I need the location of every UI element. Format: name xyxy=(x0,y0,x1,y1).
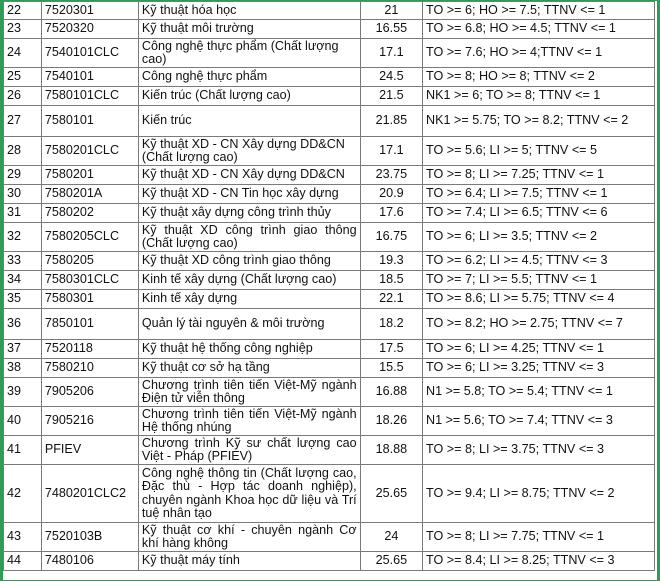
table-row xyxy=(4,309,655,340)
table-row xyxy=(4,185,655,204)
tiebreak-condition-cell: TO >= 8; LI >= 7.25; TTNV <= 1 xyxy=(422,166,654,185)
major-name-cell: Kiến trúc (Chất lượng cao) xyxy=(138,87,360,106)
table-row xyxy=(4,340,655,359)
row-number-cell: 27 xyxy=(4,106,42,137)
major-name-cell: Chương trình Kỹ sư chất lượng cao Việt - Pháp (PFIEV) xyxy=(138,436,360,465)
major-code-cell: 7520103B xyxy=(41,523,138,552)
table-row xyxy=(4,68,655,87)
row-number-cell: 30 xyxy=(4,185,42,204)
admission-score-cell: 16.88 xyxy=(360,378,422,407)
tiebreak-condition-cell: TO >= 8.4; LI >= 8.25; TTNV <= 3 xyxy=(422,552,654,571)
row-number-cell: 24 xyxy=(4,39,42,68)
table-row xyxy=(4,20,655,39)
major-code-cell: 7580201 xyxy=(41,166,138,185)
tiebreak-condition-cell: TO >= 6; LI >= 3.25; TTNV <= 3 xyxy=(422,359,654,378)
row-number-cell: 43 xyxy=(4,523,42,552)
admission-score-cell: 25.65 xyxy=(360,465,422,523)
major-name-cell: Kỹ thuật môi trường xyxy=(138,20,360,39)
table-row xyxy=(4,137,655,166)
admission-score-cell: 17.6 xyxy=(360,204,422,223)
major-name-cell: Quản lý tài nguyên & môi trường xyxy=(138,309,360,340)
row-number-cell: 35 xyxy=(4,290,42,309)
table-row xyxy=(4,359,655,378)
row-number-cell: 36 xyxy=(4,309,42,340)
admission-score-cell: 24 xyxy=(360,523,422,552)
major-code-cell: 7580205CLC xyxy=(41,223,138,252)
major-code-cell: 7580101 xyxy=(41,106,138,137)
major-code-cell: 7540101 xyxy=(41,68,138,87)
major-code-cell: 7580210 xyxy=(41,359,138,378)
admission-score-cell: 21 xyxy=(360,2,422,20)
table-row xyxy=(4,465,655,523)
admission-score-cell: 22.1 xyxy=(360,290,422,309)
major-name-cell: Kỹ thuật XD - CN Xây dựng DD&CN xyxy=(138,166,360,185)
major-name-cell: Kinh tế xây dựng xyxy=(138,290,360,309)
major-code-cell: 7580301 xyxy=(41,290,138,309)
major-code-cell: 7480106 xyxy=(41,552,138,571)
row-number-cell: 41 xyxy=(4,436,42,465)
tiebreak-condition-cell: NK1 >= 6; TO >= 8; TTNV <= 1 xyxy=(422,87,654,106)
major-name-cell: Kỹ thuật XD công trình giao thông xyxy=(138,252,360,271)
major-code-cell: 7850101 xyxy=(41,309,138,340)
tiebreak-condition-cell: TO >= 8.6; LI >= 5.75; TTNV <= 4 xyxy=(422,290,654,309)
row-number-cell: 40 xyxy=(4,407,42,436)
row-number-cell: 44 xyxy=(4,552,42,571)
major-code-cell: PFIEV xyxy=(41,436,138,465)
row-number-cell: 22 xyxy=(4,2,42,20)
table-row xyxy=(4,271,655,290)
admission-score-cell: 15.5 xyxy=(360,359,422,378)
tiebreak-condition-cell: TO >= 8; HO >= 8; TTNV <= 2 xyxy=(422,68,654,87)
admission-score-cell: 18.2 xyxy=(360,309,422,340)
table-row xyxy=(4,407,655,436)
tiebreak-condition-cell: TO >= 7; LI >= 5.5; TTNV <= 1 xyxy=(422,271,654,290)
major-code-cell: 7905216 xyxy=(41,407,138,436)
major-name-cell: Kỹ thuật XD công trình giao thông (Chất lượng cao) xyxy=(138,223,360,252)
major-code-cell: 7580101CLC xyxy=(41,87,138,106)
admission-score-cell: 18.5 xyxy=(360,271,422,290)
tiebreak-condition-cell: N1 >= 5.8; TO >= 5.4; TTNV <= 1 xyxy=(422,378,654,407)
tiebreak-condition-cell: TO >= 6; LI >= 4.25; TTNV <= 1 xyxy=(422,340,654,359)
tiebreak-condition-cell: TO >= 8; LI >= 7.75; TTNV <= 1 xyxy=(422,523,654,552)
major-name-cell: Kỹ thuật XD - CN Xây dựng DD&CN (Chất lượng cao) xyxy=(138,137,360,166)
admission-score-cell: 25.65 xyxy=(360,552,422,571)
tiebreak-condition-cell: TO >= 7.6; HO >= 4;TTNV <= 1 xyxy=(422,39,654,68)
major-code-cell: 7520320 xyxy=(41,20,138,39)
row-number-cell: 23 xyxy=(4,20,42,39)
row-number-cell: 34 xyxy=(4,271,42,290)
row-number-cell: 29 xyxy=(4,166,42,185)
row-number-cell: 26 xyxy=(4,87,42,106)
row-number-cell: 28 xyxy=(4,137,42,166)
table-row xyxy=(4,523,655,552)
admission-score-cell: 17.1 xyxy=(360,137,422,166)
admission-score-cell: 16.55 xyxy=(360,20,422,39)
table-row xyxy=(4,378,655,407)
major-name-cell: Kinh tế xây dựng (Chất lượng cao) xyxy=(138,271,360,290)
tiebreak-condition-cell: TO >= 5.6; LI >= 5; TTNV <= 5 xyxy=(422,137,654,166)
admission-score-cell: 21.5 xyxy=(360,87,422,106)
tiebreak-condition-cell: TO >= 6; HO >= 7.5; TTNV <= 1 xyxy=(422,2,654,20)
table-row xyxy=(4,2,655,20)
major-name-cell: Công nghệ thực phẩm xyxy=(138,68,360,87)
admission-score-cell: 18.88 xyxy=(360,436,422,465)
row-number-cell: 42 xyxy=(4,465,42,523)
major-code-cell: 7580201CLC xyxy=(41,137,138,166)
major-name-cell: Kỹ thuật cơ sở hạ tầng xyxy=(138,359,360,378)
row-number-cell: 39 xyxy=(4,378,42,407)
major-code-cell: 7580301CLC xyxy=(41,271,138,290)
admission-score-cell: 19.3 xyxy=(360,252,422,271)
admission-score-cell: 24.5 xyxy=(360,68,422,87)
admission-score-cell: 23.75 xyxy=(360,166,422,185)
admission-score-cell: 16.75 xyxy=(360,223,422,252)
major-name-cell: Kỹ thuật máy tính xyxy=(138,552,360,571)
row-number-cell: 37 xyxy=(4,340,42,359)
table-row xyxy=(4,39,655,68)
admission-score-cell: 17.1 xyxy=(360,39,422,68)
major-name-cell: Công nghệ thông tin (Chất lượng cao, Đặc thù - Hợp tác doanh nghiệp), chuyên ngành Khoa học dữ liệu và Trí tuệ nhân tạo xyxy=(138,465,360,523)
major-code-cell: 7580201A xyxy=(41,185,138,204)
table-row xyxy=(4,204,655,223)
major-code-cell: 7480201CLC2 xyxy=(41,465,138,523)
tiebreak-condition-cell: TO >= 9.4; LI >= 8.75; TTNV <= 2 xyxy=(422,465,654,523)
major-code-cell: 7540101CLC xyxy=(41,39,138,68)
table-row xyxy=(4,552,655,571)
major-name-cell: Kỹ thuật cơ khí - chuyên ngành Cơ khí hàng không xyxy=(138,523,360,552)
table-row xyxy=(4,87,655,106)
table-row xyxy=(4,436,655,465)
tiebreak-condition-cell: NK1 >= 5.75; TO >= 8.2; TTNV <= 2 xyxy=(422,106,654,137)
tiebreak-condition-cell: TO >= 6.2; LI >= 4.5; TTNV <= 3 xyxy=(422,252,654,271)
major-name-cell: Chương trình tiên tiến Việt-Mỹ ngành Hệ thống nhúng xyxy=(138,407,360,436)
major-name-cell: Kỹ thuật xây dựng công trình thủy xyxy=(138,204,360,223)
admission-score-cell: 21.85 xyxy=(360,106,422,137)
table-row xyxy=(4,223,655,252)
admission-score-cell: 17.5 xyxy=(360,340,422,359)
table-row xyxy=(4,290,655,309)
major-code-cell: 7905206 xyxy=(41,378,138,407)
row-number-cell: 32 xyxy=(4,223,42,252)
major-name-cell: Kỹ thuật hóa học xyxy=(138,2,360,20)
major-code-cell: 7580205 xyxy=(41,252,138,271)
major-name-cell: Chương trình tiên tiến Việt-Mỹ ngành Điện tử viễn thông xyxy=(138,378,360,407)
row-number-cell: 31 xyxy=(4,204,42,223)
tiebreak-condition-cell: N1 >= 5.6; TO >= 7.4; TTNV <= 3 xyxy=(422,407,654,436)
admission-score-table xyxy=(3,1,655,571)
row-number-cell: 25 xyxy=(4,68,42,87)
admission-score-cell: 18.26 xyxy=(360,407,422,436)
major-code-cell: 7580202 xyxy=(41,204,138,223)
tiebreak-condition-cell: TO >= 6.4; LI >= 7.5; TTNV <= 1 xyxy=(422,185,654,204)
admission-score-cell: 20.9 xyxy=(360,185,422,204)
table-body xyxy=(4,2,655,571)
row-number-cell: 33 xyxy=(4,252,42,271)
tiebreak-condition-cell: TO >= 8; LI >= 3.75; TTNV <= 3 xyxy=(422,436,654,465)
tiebreak-condition-cell: TO >= 6.8; HO >= 4.5; TTNV <= 1 xyxy=(422,20,654,39)
major-name-cell: Công nghệ thực phẩm (Chất lượng cao) xyxy=(138,39,360,68)
tiebreak-condition-cell: TO >= 6; LI >= 3.5; TTNV <= 2 xyxy=(422,223,654,252)
table-row xyxy=(4,166,655,185)
table-row xyxy=(4,252,655,271)
tiebreak-condition-cell: TO >= 7.4; LI >= 6.5; TTNV <= 6 xyxy=(422,204,654,223)
table-row xyxy=(4,106,655,137)
tiebreak-condition-cell: TO >= 8.2; HO >= 2.75; TTNV <= 7 xyxy=(422,309,654,340)
major-code-cell: 7520118 xyxy=(41,340,138,359)
major-code-cell: 7520301 xyxy=(41,2,138,20)
major-name-cell: Kiến trúc xyxy=(138,106,360,137)
major-name-cell: Kỹ thuật XD - CN Tin học xây dựng xyxy=(138,185,360,204)
major-name-cell: Kỹ thuật hệ thống công nghiệp xyxy=(138,340,360,359)
row-number-cell: 38 xyxy=(4,359,42,378)
